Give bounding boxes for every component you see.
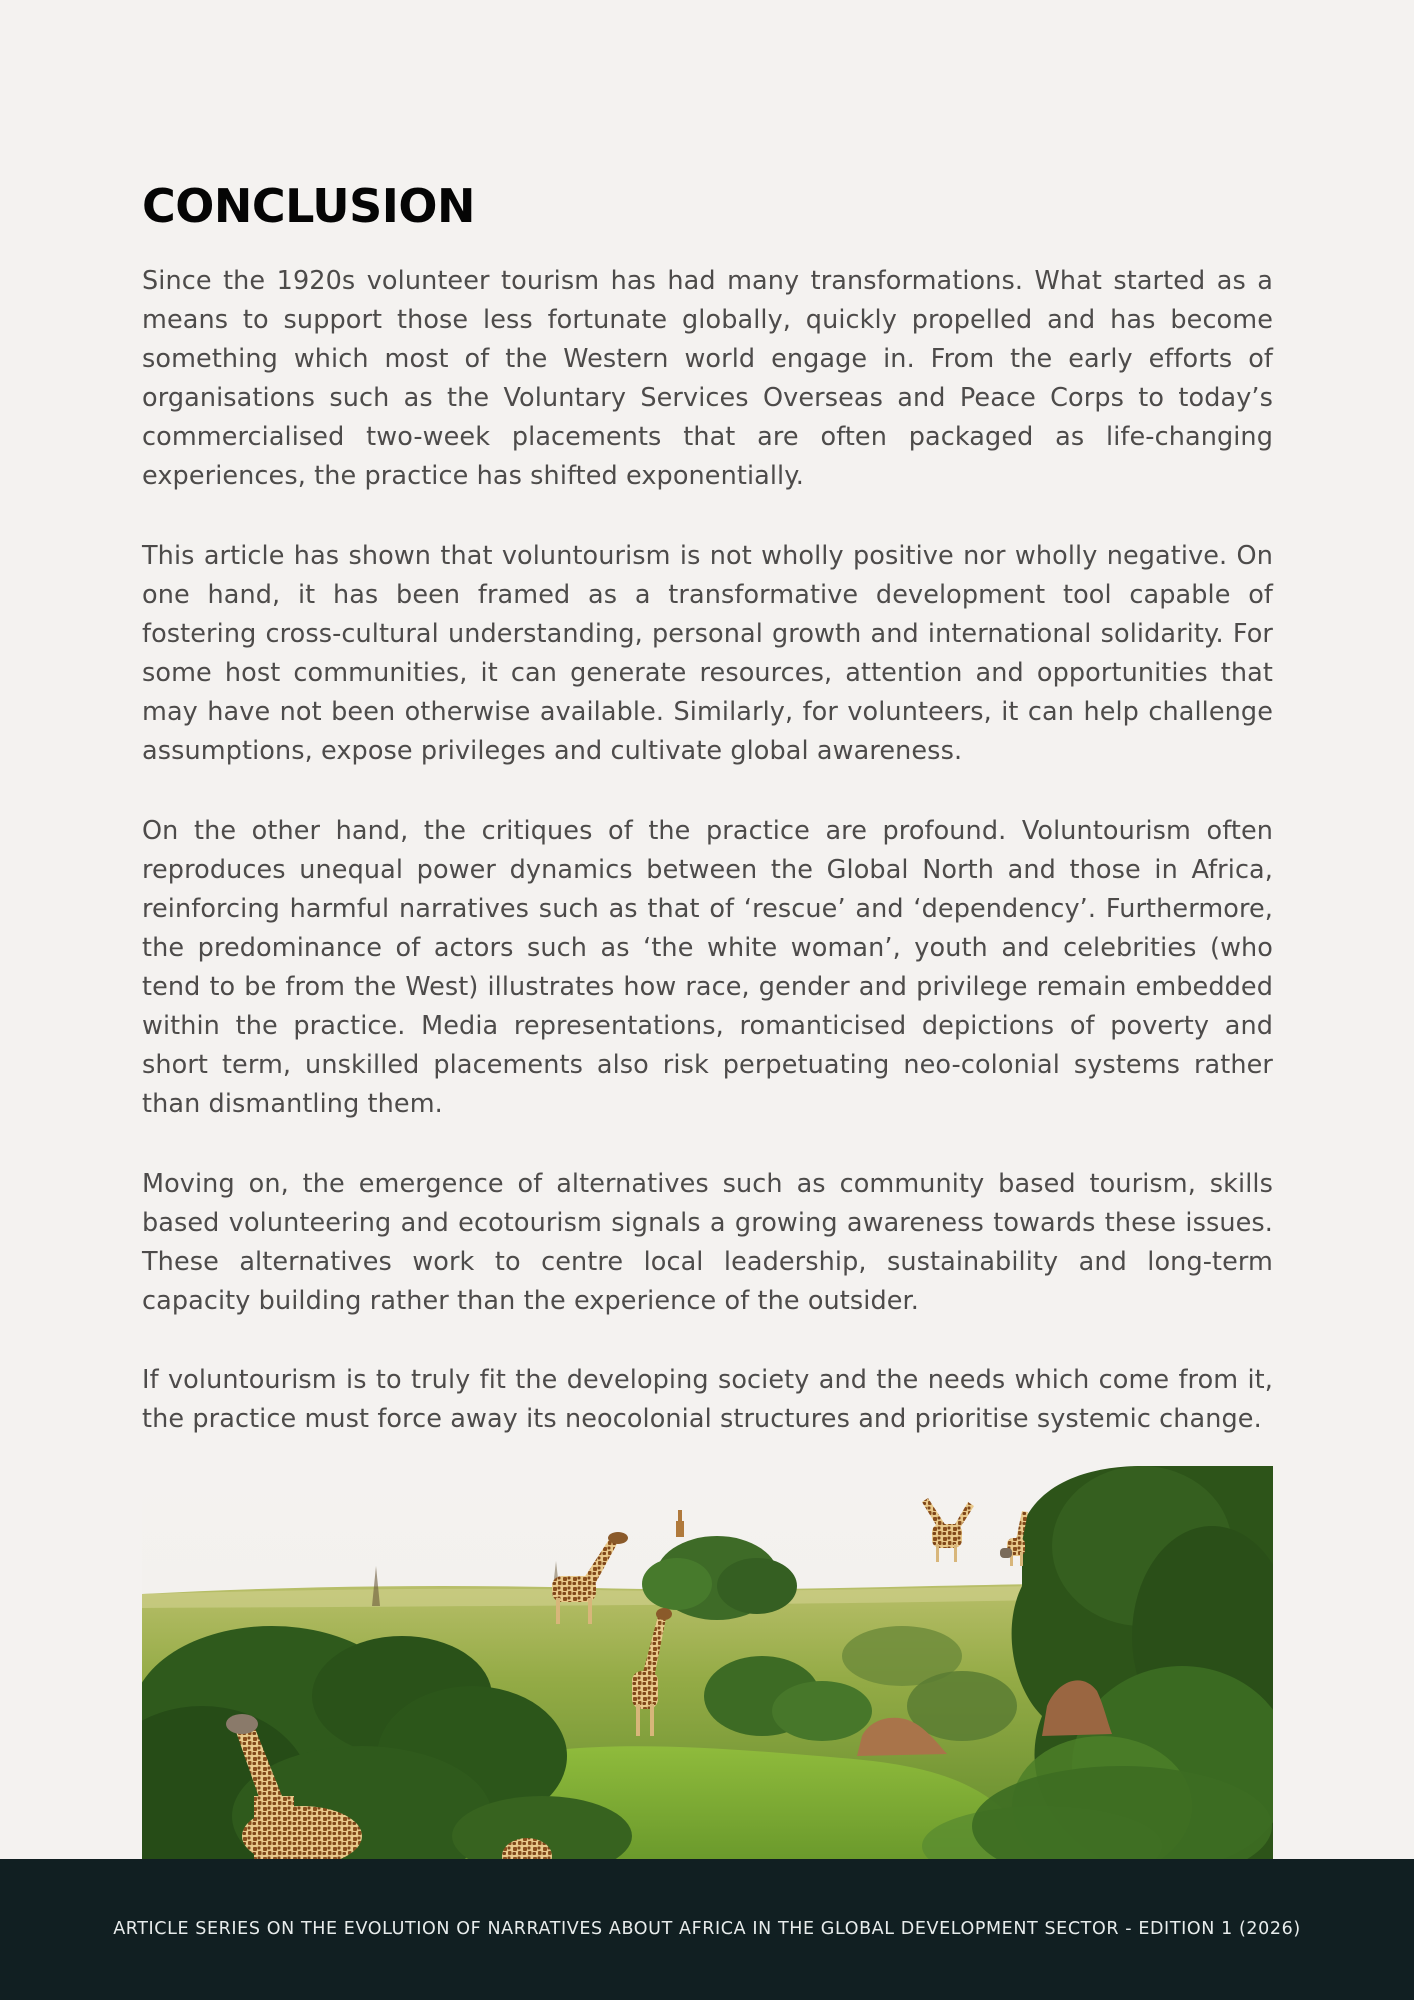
paragraph-1: Since the 1920s volunteer tourism has had many transformations. What started as a means to support those less fortunate globally, quickly propelled and has become something which most of the Western world engage in. From the early efforts of organisations such as the Voluntary Services Overseas and Peace Corps to today’s commercialised two-week placements that are often packaged as life-changing experiences, the practice has shifted exponentially. [142,266,1273,491]
paragraph-5: If voluntourism is to truly fit the developing society and the needs which come from it, the practice must force away its neocolonial structures and prioritise systemic change. [142,1365,1273,1434]
paragraph-3: On the other hand, the critiques of the practice are profound. Voluntourism often reproduces unequal power dynamics between the Global North and those in Africa, reinforcing harmful narratives such as that of ‘rescue’ and ‘dependency’. Furthermore, the predominance of actors such as ‘the white woman’, youth and celebrities (who tend to be from the West) illustrates how race, gender and privilege remain embedded within the practice. Media representations, romanticised depictions of poverty and short term, unskilled placements also risk perpetuating neo-colonial systems rather than dismantling them. [142,816,1273,1119]
giraffes-savanna-photo [142,1466,1273,1859]
footer [0,1859,1414,2000]
paragraph-2: This article has shown that voluntourism is not wholly positive nor wholly negative. On one hand, it has been framed as a transformative development tool capable of fostering cross-cultural understanding, personal growth and international solidarity. For some host communities, it can generate resources, attention and opportunities that may have not been otherwise available. Similarly, for volunteers, it can help challenge assumptions, expose privileges and cultivate global awareness. [142,541,1273,766]
footer-text: ARTICLE SERIES ON THE EVOLUTION OF NARRATIVES ABOUT AFRICA IN THE GLOBAL DEVELOPMENT SECTOR - EDITION 1 (2026) [113,1919,1301,1939]
paragraph-4: Moving on, the emergence of alternatives such as community based tourism, skills based volunteering and ecotourism signals a growing awareness towards these issues. These alternatives work to centre local leadership, sustainability and long-term capacity building rather than the experience of the outsider. [142,1169,1273,1316]
section-heading: CONCLUSION [142,179,475,233]
